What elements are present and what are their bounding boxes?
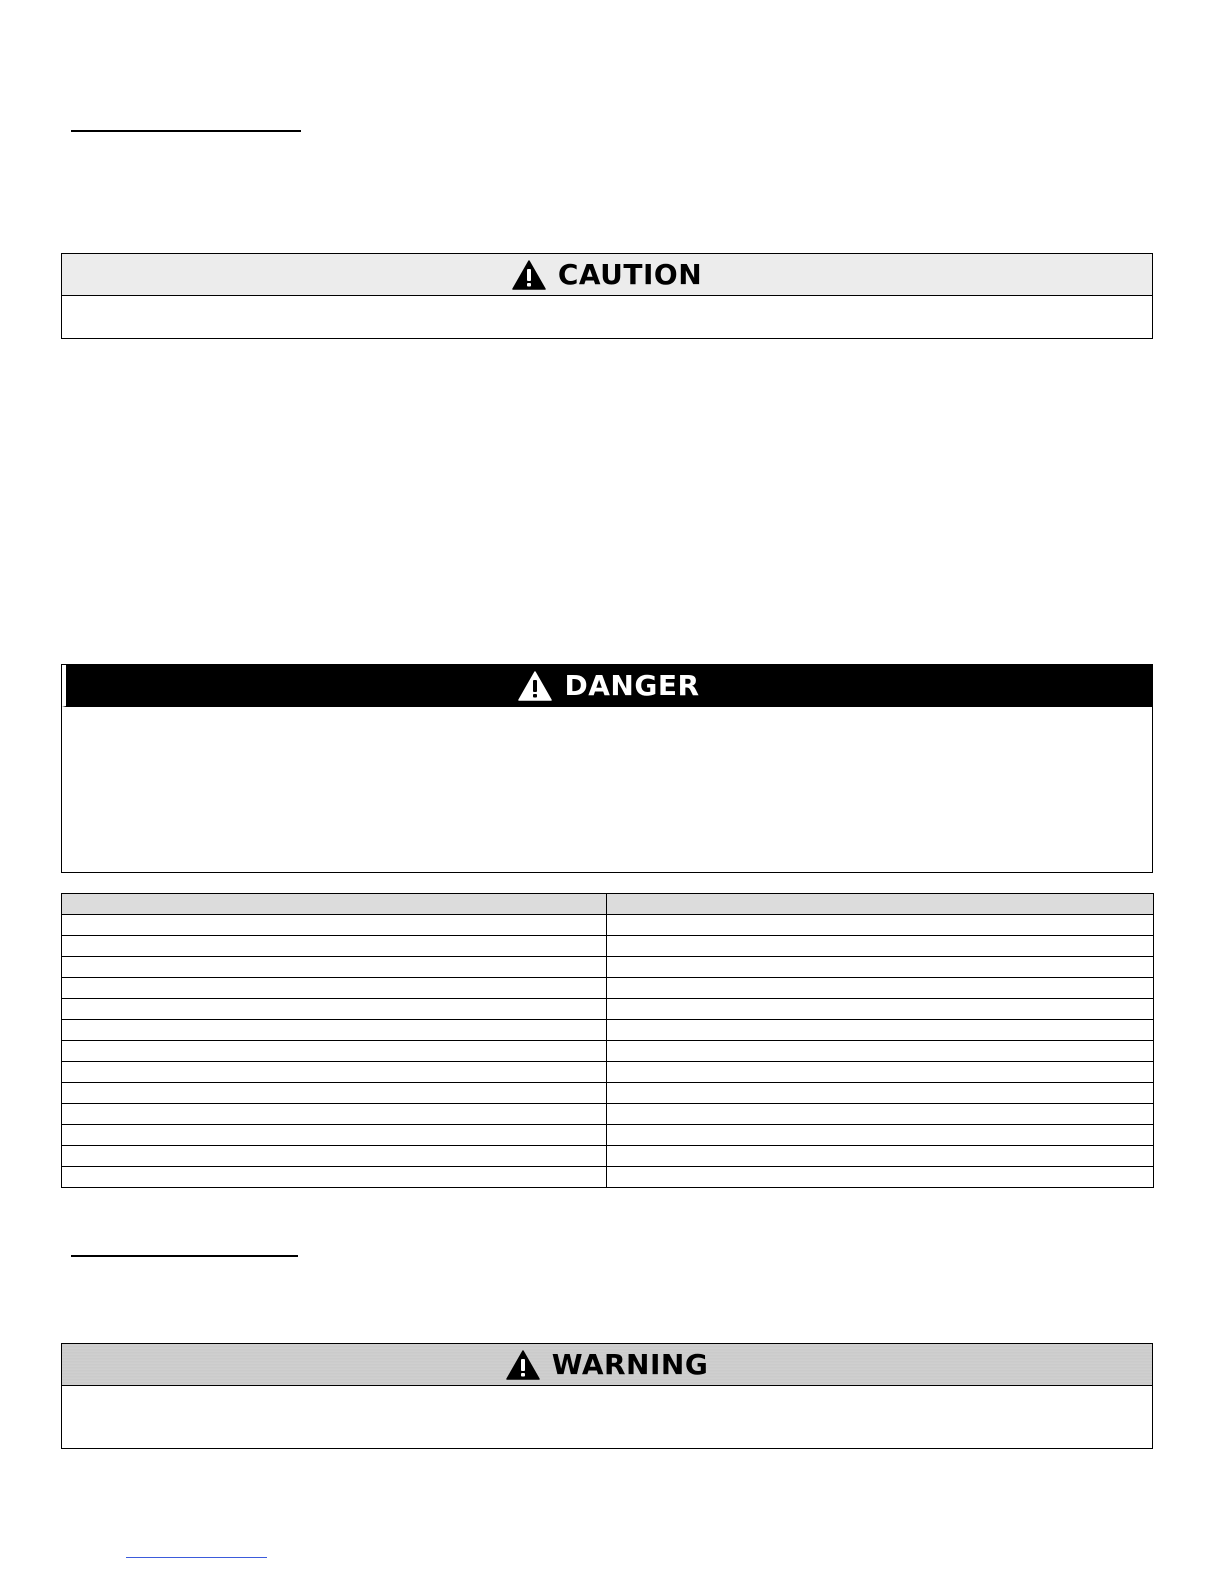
table-cell (607, 978, 1154, 999)
caution-header (62, 254, 1152, 296)
table-cell (62, 1146, 607, 1167)
table-cell (607, 1020, 1154, 1041)
warning-triangle-icon (506, 1350, 540, 1380)
caution-label: CAUTION (557, 258, 703, 291)
table-header-cell (607, 894, 1154, 915)
table-row (62, 1125, 1154, 1146)
table-header-cell (62, 894, 607, 915)
table-cell (607, 1125, 1154, 1146)
table-cell (62, 1125, 607, 1146)
table-cell (62, 915, 607, 936)
table-header-row (62, 894, 1154, 915)
table-row (62, 1020, 1154, 1041)
danger-body (62, 707, 1152, 872)
table-cell (62, 936, 607, 957)
table-row (62, 957, 1154, 978)
table-cell (62, 1020, 607, 1041)
table-cell (62, 1167, 607, 1188)
table-row (62, 978, 1154, 999)
table-cell (62, 1104, 607, 1125)
warning-notice (61, 1343, 1153, 1449)
table-cell (62, 1041, 607, 1062)
table-row (62, 1062, 1154, 1083)
table-cell (62, 999, 607, 1020)
table-cell (607, 936, 1154, 957)
warning-header (62, 1344, 1152, 1386)
warning-triangle-icon (512, 260, 546, 290)
warning-label: WARNING (551, 1348, 709, 1381)
table-cell (62, 1083, 607, 1104)
table-row (62, 1167, 1154, 1188)
table-row (62, 1104, 1154, 1125)
table-cell (607, 999, 1154, 1020)
table-row (62, 936, 1154, 957)
warning-triangle-icon (518, 671, 552, 701)
hyperlink-underline[interactable] (126, 1557, 267, 1558)
table-cell (607, 1083, 1154, 1104)
danger-notice (61, 664, 1153, 873)
table-cell (62, 1062, 607, 1083)
table-cell (607, 1146, 1154, 1167)
danger-label: DANGER (564, 669, 700, 702)
table-cell (607, 1104, 1154, 1125)
table-cell (62, 978, 607, 999)
table-cell (607, 1167, 1154, 1188)
table-cell (607, 915, 1154, 936)
table-row (62, 915, 1154, 936)
table-cell (607, 1062, 1154, 1083)
warning-body (62, 1386, 1152, 1448)
table-row (62, 1083, 1154, 1104)
data-table (61, 893, 1154, 1188)
caution-notice (61, 253, 1153, 339)
caution-body (62, 296, 1152, 338)
table-cell (607, 957, 1154, 978)
danger-header (62, 665, 1152, 707)
table-row (62, 999, 1154, 1020)
section-heading-underline (71, 130, 301, 132)
section-heading-underline (71, 1255, 298, 1257)
table-row (62, 1041, 1154, 1062)
table-cell (62, 957, 607, 978)
table-cell (607, 1041, 1154, 1062)
table-row (62, 1146, 1154, 1167)
